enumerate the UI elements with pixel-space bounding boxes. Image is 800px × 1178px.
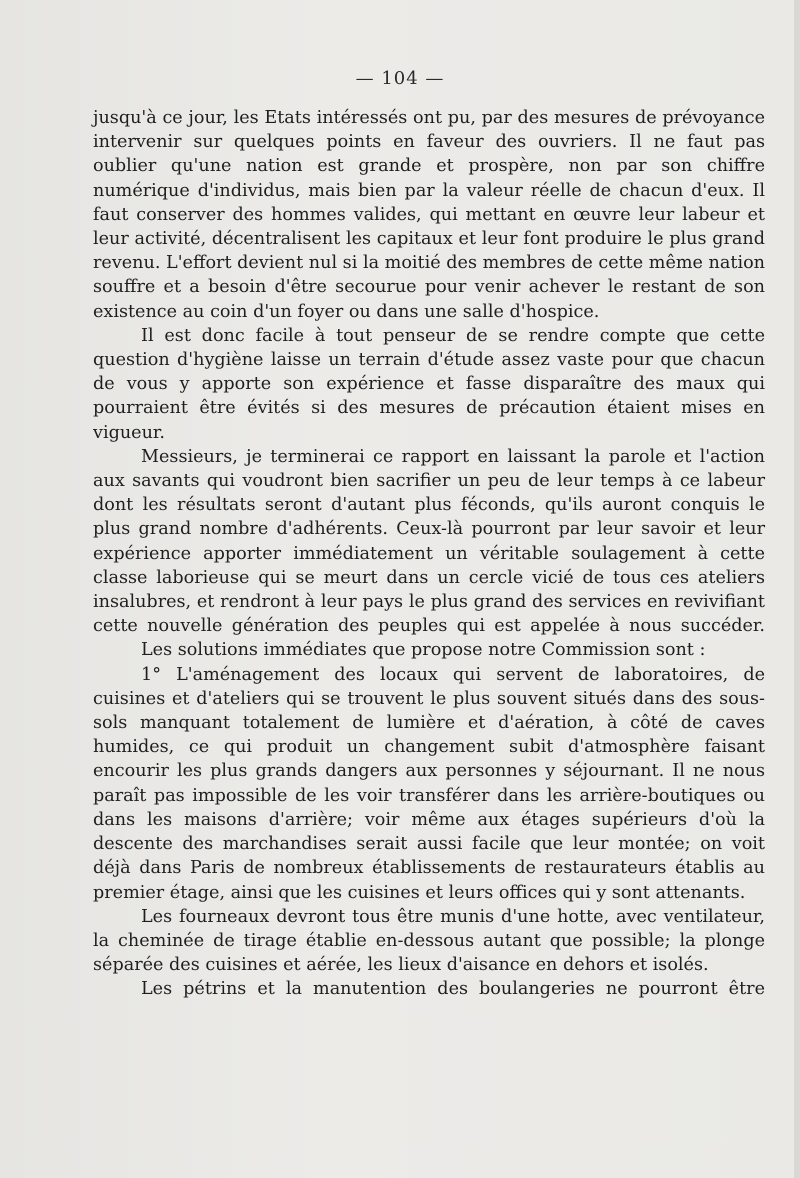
- page-edge-shadow: [794, 0, 800, 1178]
- paragraph-3: Messieurs, je terminerai ce rapport en laissant la parole et l'action aux savants qui voudront bien sacrifier un peu de leur temps à ce labeur dont les résultats seront d'autant plus féconds, qu'ils auront conquis le plus grand nombre d'adhérents. Ceux-là pourront par leur savoir et leur expérience apporter immédiatement un véritable soulagement à cette classe laborieuse qui se meurt dans un cercle vicié de tous ces ateliers insalubres, et rendront à leur pays le plus grand des services en revivifiant cette nouvelle génération des peuples qui est appelée à nous succéder.: [93, 446, 765, 637]
- paragraph-4: Les solutions immédiates que propose notre Commission sont :: [141, 640, 706, 661]
- paragraph-6: Les fourneaux devront tous être munis d'une hotte, avec ventilateur, la cheminée de tirage établie en-dessous autant que possible; la plonge séparée des cuisines et aérée, les lieux d'aisance en dehors et isolés.: [93, 906, 765, 976]
- page-number: — 104 —: [355, 68, 445, 89]
- paragraph-5: 1° L'aménagement des locaux qui servent de laboratoires, de cuisines et d'ateliers qui se trouvent le plus souvent situés dans des sous-sols manquant totalement de lumière et d'aération, à côté de caves humides, ce qui produit un changement subit d'atmosphère faisant encourir les plus grands dangers aux personnes y séjournant. Il ne nous paraît pas impossible de les voir transférer dans les arrière-boutiques ou dans les maisons d'arrière; voir même aux étages supérieurs d'où la descente des marchandises serait aussi facile que leur montée; on voit déjà dans Paris de nombreux établissements de restaurateurs établis au premier étage, ainsi que les cuisines et leurs offices qui y sont attenants.: [93, 664, 765, 903]
- body-text: [93, 106, 765, 1002]
- paragraph-7: Les pétrins et la manutention des boulangeries ne pourront être: [141, 979, 765, 1000]
- paragraph-2: Il est donc facile à tout penseur de se rendre compte que cette question d'hygiène laisse un terrain d'étude assez vaste pour que chacun de vous y apporte son expérience et fasse disparaître des maux qui pourraient être évités si des mesures de précaution étaient mises en vigueur.: [93, 325, 765, 443]
- paragraph-1: jusqu'à ce jour, les Etats intéressés ont pu, par des mesures de prévoyance intervenir sur quelques points en faveur des ouvriers. Il ne faut pas oublier qu'une nation est grande et prospère, non par son chiffre numérique d'individus, mais bien par la valeur réelle de chacun d'eux. Il faut conserver des hommes valides, qui mettant en œuvre leur labeur et leur activité, décentralisent les capitaux et leur font produire le plus grand revenu. L'effort devient nul si la moitié des membres de cette même nation souffre et a besoin d'être secourue pour venir achever le restant de son existence au coin d'un foyer ou dans une salle d'hospice.: [93, 108, 765, 322]
